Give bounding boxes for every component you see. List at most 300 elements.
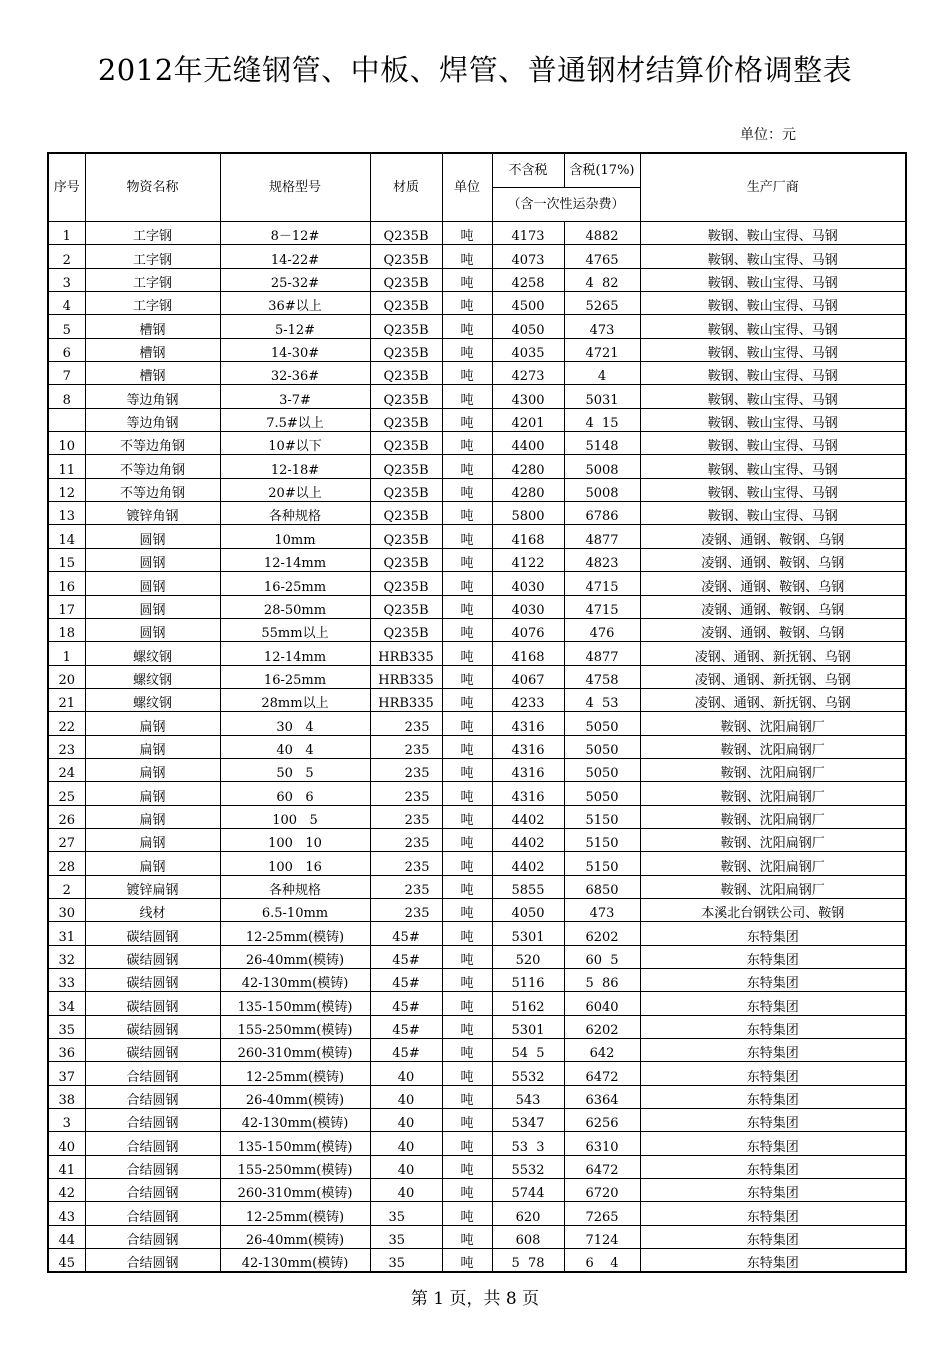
cell-material: Q235B (370, 455, 442, 478)
cell-spec: 50 5 (220, 758, 370, 781)
cell-spec: 16-25mm (220, 665, 370, 688)
cell-name: 等边角钢 (85, 385, 220, 408)
cell-unit: 吨 (442, 385, 492, 408)
cell-seq: 1 (48, 222, 85, 245)
table-row (48, 478, 906, 501)
cell-price-inc-tax: 6310 (564, 1132, 640, 1155)
cell-name: 线材 (85, 898, 220, 921)
cell-material: 40 (370, 1179, 442, 1202)
cell-price-ex-tax: 5532 (492, 1062, 564, 1085)
cell-seq: 40 (48, 1132, 85, 1155)
cell-price-inc-tax: 6850 (564, 875, 640, 898)
cell-name: 圆钢 (85, 548, 220, 571)
cell-seq: 43 (48, 1202, 85, 1225)
cell-unit: 吨 (442, 1179, 492, 1202)
cell-seq: 18 (48, 618, 85, 641)
cell-name: 扁钢 (85, 712, 220, 735)
cell-price-ex-tax: 5532 (492, 1155, 564, 1178)
cell-manufacturer: 本溪北台钢铁公司、鞍钢 (640, 898, 906, 921)
cell-spec: 28mm以上 (220, 688, 370, 711)
cell-seq: 10 (48, 432, 85, 455)
cell-price-inc-tax: 6256 (564, 1109, 640, 1132)
cell-manufacturer: 鞍钢、沈阳扁钢厂 (640, 782, 906, 805)
cell-price-ex-tax: 4402 (492, 828, 564, 851)
header-material: 材质 (370, 153, 442, 222)
cell-name: 碳结圆钢 (85, 945, 220, 968)
cell-name: 不等边角钢 (85, 455, 220, 478)
table-row (48, 455, 906, 478)
cell-price-ex-tax: 4300 (492, 385, 564, 408)
cell-name: 合结圆钢 (85, 1179, 220, 1202)
table-row (48, 1015, 906, 1038)
cell-price-ex-tax: 4273 (492, 362, 564, 385)
cell-material: Q235B (370, 338, 442, 361)
cell-spec: 42-130mm(模铸) (220, 1249, 370, 1273)
cell-price-inc-tax: 4823 (564, 548, 640, 571)
cell-name: 扁钢 (85, 758, 220, 781)
cell-seq: 24 (48, 758, 85, 781)
cell-price-ex-tax: 4400 (492, 432, 564, 455)
cell-manufacturer: 鞍钢、沈阳扁钢厂 (640, 852, 906, 875)
table-row (48, 665, 906, 688)
table-row (48, 898, 906, 921)
cell-price-ex-tax: 4402 (492, 852, 564, 875)
cell-name: 工字钢 (85, 222, 220, 245)
cell-unit: 吨 (442, 1249, 492, 1273)
cell-manufacturer: 鞍钢、沈阳扁钢厂 (640, 735, 906, 758)
cell-price-ex-tax: 543 (492, 1085, 564, 1108)
cell-unit: 吨 (442, 408, 492, 431)
cell-name: 不等边角钢 (85, 478, 220, 501)
cell-material: 45# (370, 945, 442, 968)
cell-seq: 14 (48, 525, 85, 548)
table-row (48, 292, 906, 315)
cell-material: Q235B (370, 245, 442, 268)
cell-manufacturer: 鞍钢、鞍山宝得、马钢 (640, 245, 906, 268)
cell-spec: 100 5 (220, 805, 370, 828)
cell-unit: 吨 (442, 828, 492, 851)
cell-material: Q235B (370, 268, 442, 291)
cell-price-inc-tax: 5031 (564, 385, 640, 408)
cell-seq: 20 (48, 665, 85, 688)
cell-material: 45# (370, 922, 442, 945)
cell-price-ex-tax: 5301 (492, 922, 564, 945)
header-price-inc-tax: 含税(17%) (564, 153, 640, 188)
cell-seq: 32 (48, 945, 85, 968)
cell-spec: 3-7# (220, 385, 370, 408)
cell-manufacturer: 鞍钢、鞍山宝得、马钢 (640, 478, 906, 501)
cell-name: 圆钢 (85, 618, 220, 641)
cell-price-inc-tax: 4758 (564, 665, 640, 688)
cell-name: 镀锌扁钢 (85, 875, 220, 898)
cell-material: 35 (370, 1225, 442, 1248)
cell-seq: 17 (48, 595, 85, 618)
cell-spec: 155-250mm(模铸) (220, 1015, 370, 1038)
cell-manufacturer: 鞍钢、鞍山宝得、马钢 (640, 222, 906, 245)
cell-name: 合结圆钢 (85, 1249, 220, 1273)
cell-unit: 吨 (442, 338, 492, 361)
cell-price-inc-tax: 6364 (564, 1085, 640, 1108)
table-row (48, 1202, 906, 1225)
cell-manufacturer: 东特集团 (640, 1225, 906, 1248)
cell-seq: 3 (48, 1109, 85, 1132)
cell-spec: 26-40mm(模铸) (220, 1225, 370, 1248)
cell-spec: 26-40mm(模铸) (220, 945, 370, 968)
cell-unit: 吨 (442, 782, 492, 805)
cell-seq: 45 (48, 1249, 85, 1273)
cell-price-inc-tax: 6040 (564, 992, 640, 1015)
table-row (48, 1225, 906, 1248)
header-freight-note: （含一次性运杂费） (492, 188, 640, 222)
cell-manufacturer: 凌钢、通钢、新抚钢、乌钢 (640, 688, 906, 711)
table-row (48, 222, 906, 245)
cell-price-inc-tax: 473 (564, 315, 640, 338)
cell-spec: 100 16 (220, 852, 370, 875)
cell-name: 合结圆钢 (85, 1132, 220, 1155)
cell-unit: 吨 (442, 758, 492, 781)
header-spec: 规格型号 (220, 153, 370, 222)
cell-price-inc-tax: 4 82 (564, 268, 640, 291)
table-row (48, 828, 906, 851)
table-row (48, 1179, 906, 1202)
cell-spec: 12-25mm(模铸) (220, 922, 370, 945)
cell-spec: 260-310mm(模铸) (220, 1179, 370, 1202)
cell-material: 235 (370, 898, 442, 921)
cell-price-inc-tax: 5050 (564, 782, 640, 805)
cell-manufacturer: 鞍钢、鞍山宝得、马钢 (640, 315, 906, 338)
cell-manufacturer: 鞍钢、鞍山宝得、马钢 (640, 385, 906, 408)
table-row (48, 712, 906, 735)
cell-material: 235 (370, 735, 442, 758)
cell-price-inc-tax: 642 (564, 1039, 640, 1062)
cell-manufacturer: 鞍钢、鞍山宝得、马钢 (640, 455, 906, 478)
cell-name: 圆钢 (85, 525, 220, 548)
cell-unit: 吨 (442, 292, 492, 315)
cell-seq: 42 (48, 1179, 85, 1202)
cell-material: 235 (370, 852, 442, 875)
cell-unit: 吨 (442, 735, 492, 758)
cell-seq: 5 (48, 315, 85, 338)
table-row (48, 758, 906, 781)
cell-unit: 吨 (442, 898, 492, 921)
cell-unit: 吨 (442, 922, 492, 945)
cell-spec: 32-36# (220, 362, 370, 385)
cell-manufacturer: 东特集团 (640, 922, 906, 945)
cell-unit: 吨 (442, 572, 492, 595)
cell-price-inc-tax: 6472 (564, 1062, 640, 1085)
cell-manufacturer: 东特集团 (640, 1155, 906, 1178)
cell-unit: 吨 (442, 945, 492, 968)
cell-seq: 16 (48, 572, 85, 595)
cell-unit: 吨 (442, 688, 492, 711)
cell-unit: 吨 (442, 245, 492, 268)
cell-manufacturer: 鞍钢、沈阳扁钢厂 (640, 805, 906, 828)
cell-price-ex-tax: 4280 (492, 455, 564, 478)
cell-spec: 12-14mm (220, 642, 370, 665)
cell-spec: 42-130mm(模铸) (220, 1109, 370, 1132)
cell-price-inc-tax: 4877 (564, 525, 640, 548)
cell-unit: 吨 (442, 525, 492, 548)
cell-unit: 吨 (442, 875, 492, 898)
cell-material: Q235B (370, 572, 442, 595)
cell-material: Q235B (370, 385, 442, 408)
cell-price-inc-tax: 7124 (564, 1225, 640, 1248)
cell-price-ex-tax: 5162 (492, 992, 564, 1015)
table-row (48, 315, 906, 338)
page-footer: 第 1 页，共 8 页 (410, 1289, 540, 1309)
page-title: 2012年无缝钢管、中板、焊管、普通钢材结算价格调整表 (97, 53, 853, 87)
table-row (48, 338, 906, 361)
cell-material: Q235B (370, 408, 442, 431)
cell-price-inc-tax: 6786 (564, 502, 640, 525)
cell-price-ex-tax: 4316 (492, 712, 564, 735)
cell-name: 螺纹钢 (85, 642, 220, 665)
cell-name: 不等边角钢 (85, 432, 220, 455)
cell-seq: 28 (48, 852, 85, 875)
cell-name: 扁钢 (85, 852, 220, 875)
cell-price-ex-tax: 4076 (492, 618, 564, 641)
cell-spec: 260-310mm(模铸) (220, 1039, 370, 1062)
cell-material: Q235B (370, 595, 442, 618)
cell-spec: 20#以上 (220, 478, 370, 501)
cell-manufacturer: 鞍钢、鞍山宝得、马钢 (640, 502, 906, 525)
table-row (48, 1062, 906, 1085)
cell-price-ex-tax: 4067 (492, 665, 564, 688)
cell-manufacturer: 凌钢、通钢、鞍钢、乌钢 (640, 595, 906, 618)
table-row (48, 1039, 906, 1062)
cell-spec: 12-18# (220, 455, 370, 478)
cell-name: 工字钢 (85, 268, 220, 291)
cell-manufacturer: 东特集团 (640, 1109, 906, 1132)
cell-price-ex-tax: 4030 (492, 595, 564, 618)
cell-price-inc-tax: 4882 (564, 222, 640, 245)
cell-price-ex-tax: 4402 (492, 805, 564, 828)
cell-material: 45# (370, 992, 442, 1015)
cell-price-ex-tax: 53 3 (492, 1132, 564, 1155)
cell-spec: 30 4 (220, 712, 370, 735)
cell-name: 合结圆钢 (85, 1225, 220, 1248)
table-row (48, 1249, 906, 1273)
cell-material: Q235B (370, 362, 442, 385)
cell-seq: 6 (48, 338, 85, 361)
cell-price-inc-tax: 60 5 (564, 945, 640, 968)
cell-unit: 吨 (442, 805, 492, 828)
cell-name: 槽钢 (85, 315, 220, 338)
cell-unit: 吨 (442, 362, 492, 385)
cell-name: 扁钢 (85, 805, 220, 828)
cell-price-ex-tax: 54 5 (492, 1039, 564, 1062)
table-row (48, 969, 906, 992)
cell-price-ex-tax: 4316 (492, 782, 564, 805)
table-row (48, 408, 906, 431)
cell-unit: 吨 (442, 478, 492, 501)
cell-price-ex-tax: 5855 (492, 875, 564, 898)
cell-spec: 42-130mm(模铸) (220, 969, 370, 992)
cell-seq: 26 (48, 805, 85, 828)
cell-spec: 14-30# (220, 338, 370, 361)
table-row (48, 688, 906, 711)
cell-spec: 12-25mm(模铸) (220, 1062, 370, 1085)
cell-manufacturer: 凌钢、通钢、鞍钢、乌钢 (640, 525, 906, 548)
cell-spec: 各种规格 (220, 502, 370, 525)
cell-spec: 各种规格 (220, 875, 370, 898)
table-row (48, 572, 906, 595)
cell-price-inc-tax: 5150 (564, 805, 640, 828)
table-row (48, 595, 906, 618)
cell-material: 45# (370, 1015, 442, 1038)
cell-manufacturer: 东特集团 (640, 945, 906, 968)
cell-name: 螺纹钢 (85, 665, 220, 688)
cell-material: 40 (370, 1132, 442, 1155)
cell-material: 235 (370, 782, 442, 805)
cell-manufacturer: 东特集团 (640, 1202, 906, 1225)
cell-manufacturer: 东特集团 (640, 1039, 906, 1062)
cell-spec: 40 4 (220, 735, 370, 758)
cell-material: Q235B (370, 222, 442, 245)
table-row (48, 525, 906, 548)
cell-price-ex-tax: 4280 (492, 478, 564, 501)
cell-unit: 吨 (442, 222, 492, 245)
cell-seq: 22 (48, 712, 85, 735)
cell-manufacturer: 鞍钢、沈阳扁钢厂 (640, 758, 906, 781)
cell-seq: 21 (48, 688, 85, 711)
cell-name: 等边角钢 (85, 408, 220, 431)
cell-material: 40 (370, 1155, 442, 1178)
cell-manufacturer: 东特集团 (640, 1249, 906, 1273)
cell-price-ex-tax: 4073 (492, 245, 564, 268)
cell-price-inc-tax: 5050 (564, 758, 640, 781)
header-unit: 单位 (442, 153, 492, 222)
cell-name: 合结圆钢 (85, 1202, 220, 1225)
cell-price-ex-tax: 4201 (492, 408, 564, 431)
cell-unit: 吨 (442, 268, 492, 291)
cell-name: 圆钢 (85, 595, 220, 618)
cell-name: 合结圆钢 (85, 1109, 220, 1132)
table-row (48, 805, 906, 828)
cell-seq: 27 (48, 828, 85, 851)
cell-price-ex-tax: 4500 (492, 292, 564, 315)
cell-material: 35 (370, 1202, 442, 1225)
cell-spec: 10mm (220, 525, 370, 548)
cell-unit: 吨 (442, 1132, 492, 1155)
cell-price-ex-tax: 4122 (492, 548, 564, 571)
cell-name: 工字钢 (85, 292, 220, 315)
cell-spec: 26-40mm(模铸) (220, 1085, 370, 1108)
cell-price-ex-tax: 4168 (492, 525, 564, 548)
cell-price-inc-tax: 5008 (564, 478, 640, 501)
cell-price-inc-tax: 4 15 (564, 408, 640, 431)
cell-manufacturer: 鞍钢、鞍山宝得、马钢 (640, 268, 906, 291)
cell-spec: 155-250mm(模铸) (220, 1155, 370, 1178)
table-row (48, 1085, 906, 1108)
cell-material: 35 (370, 1249, 442, 1273)
cell-material: 235 (370, 805, 442, 828)
cell-seq: 44 (48, 1225, 85, 1248)
cell-manufacturer: 凌钢、通钢、新抚钢、乌钢 (640, 665, 906, 688)
cell-price-inc-tax: 4721 (564, 338, 640, 361)
cell-spec: 10#以下 (220, 432, 370, 455)
cell-price-inc-tax: 5050 (564, 735, 640, 758)
cell-seq: 34 (48, 992, 85, 1015)
cell-unit: 吨 (442, 1202, 492, 1225)
cell-unit: 吨 (442, 1109, 492, 1132)
table-row (48, 782, 906, 805)
cell-name: 碳结圆钢 (85, 1039, 220, 1062)
cell-seq (48, 408, 85, 431)
cell-seq: 33 (48, 969, 85, 992)
cell-name: 扁钢 (85, 782, 220, 805)
table-row (48, 245, 906, 268)
cell-seq: 8 (48, 385, 85, 408)
cell-seq: 38 (48, 1085, 85, 1108)
cell-unit: 吨 (442, 1039, 492, 1062)
cell-manufacturer: 凌钢、通钢、鞍钢、乌钢 (640, 548, 906, 571)
cell-seq: 2 (48, 245, 85, 268)
cell-unit: 吨 (442, 969, 492, 992)
table-row (48, 642, 906, 665)
cell-spec: 135-150mm(模铸) (220, 992, 370, 1015)
cell-price-inc-tax: 6 4 (564, 1249, 640, 1273)
price-table (47, 152, 907, 1273)
cell-spec: 6.5-10mm (220, 898, 370, 921)
cell-price-inc-tax: 4 53 (564, 688, 640, 711)
cell-name: 圆钢 (85, 572, 220, 595)
cell-unit: 吨 (442, 618, 492, 641)
cell-unit: 吨 (442, 992, 492, 1015)
cell-spec: 36#以上 (220, 292, 370, 315)
cell-seq: 7 (48, 362, 85, 385)
cell-material: HRB335 (370, 688, 442, 711)
cell-price-ex-tax: 4316 (492, 758, 564, 781)
cell-material: 235 (370, 828, 442, 851)
cell-name: 镀锌角钢 (85, 502, 220, 525)
cell-unit: 吨 (442, 665, 492, 688)
table-row (48, 618, 906, 641)
cell-name: 合结圆钢 (85, 1085, 220, 1108)
cell-name: 扁钢 (85, 828, 220, 851)
cell-manufacturer: 凌钢、通钢、鞍钢、乌钢 (640, 618, 906, 641)
cell-price-inc-tax: 4 (564, 362, 640, 385)
cell-price-ex-tax: 620 (492, 1202, 564, 1225)
cell-material: 45# (370, 1039, 442, 1062)
cell-manufacturer: 东特集团 (640, 1062, 906, 1085)
cell-material: Q235B (370, 525, 442, 548)
cell-name: 合结圆钢 (85, 1155, 220, 1178)
cell-manufacturer: 鞍钢、鞍山宝得、马钢 (640, 362, 906, 385)
header-price-ex-tax: 不含税 (492, 153, 564, 188)
cell-seq: 12 (48, 478, 85, 501)
cell-price-inc-tax: 5150 (564, 828, 640, 851)
unit-label: 单位：元 (740, 127, 796, 143)
cell-manufacturer: 东特集团 (640, 992, 906, 1015)
cell-price-inc-tax: 4715 (564, 572, 640, 595)
cell-manufacturer: 鞍钢、沈阳扁钢厂 (640, 828, 906, 851)
cell-spec: 5-12# (220, 315, 370, 338)
cell-name: 工字钢 (85, 245, 220, 268)
cell-seq: 3 (48, 268, 85, 291)
cell-seq: 36 (48, 1039, 85, 1062)
cell-seq: 35 (48, 1015, 85, 1038)
cell-unit: 吨 (442, 455, 492, 478)
cell-manufacturer: 东特集团 (640, 1132, 906, 1155)
table-row (48, 852, 906, 875)
table-row (48, 268, 906, 291)
cell-price-inc-tax: 476 (564, 618, 640, 641)
cell-seq: 25 (48, 782, 85, 805)
cell-price-inc-tax: 6720 (564, 1179, 640, 1202)
cell-spec: 8－12# (220, 222, 370, 245)
cell-manufacturer: 鞍钢、沈阳扁钢厂 (640, 712, 906, 735)
